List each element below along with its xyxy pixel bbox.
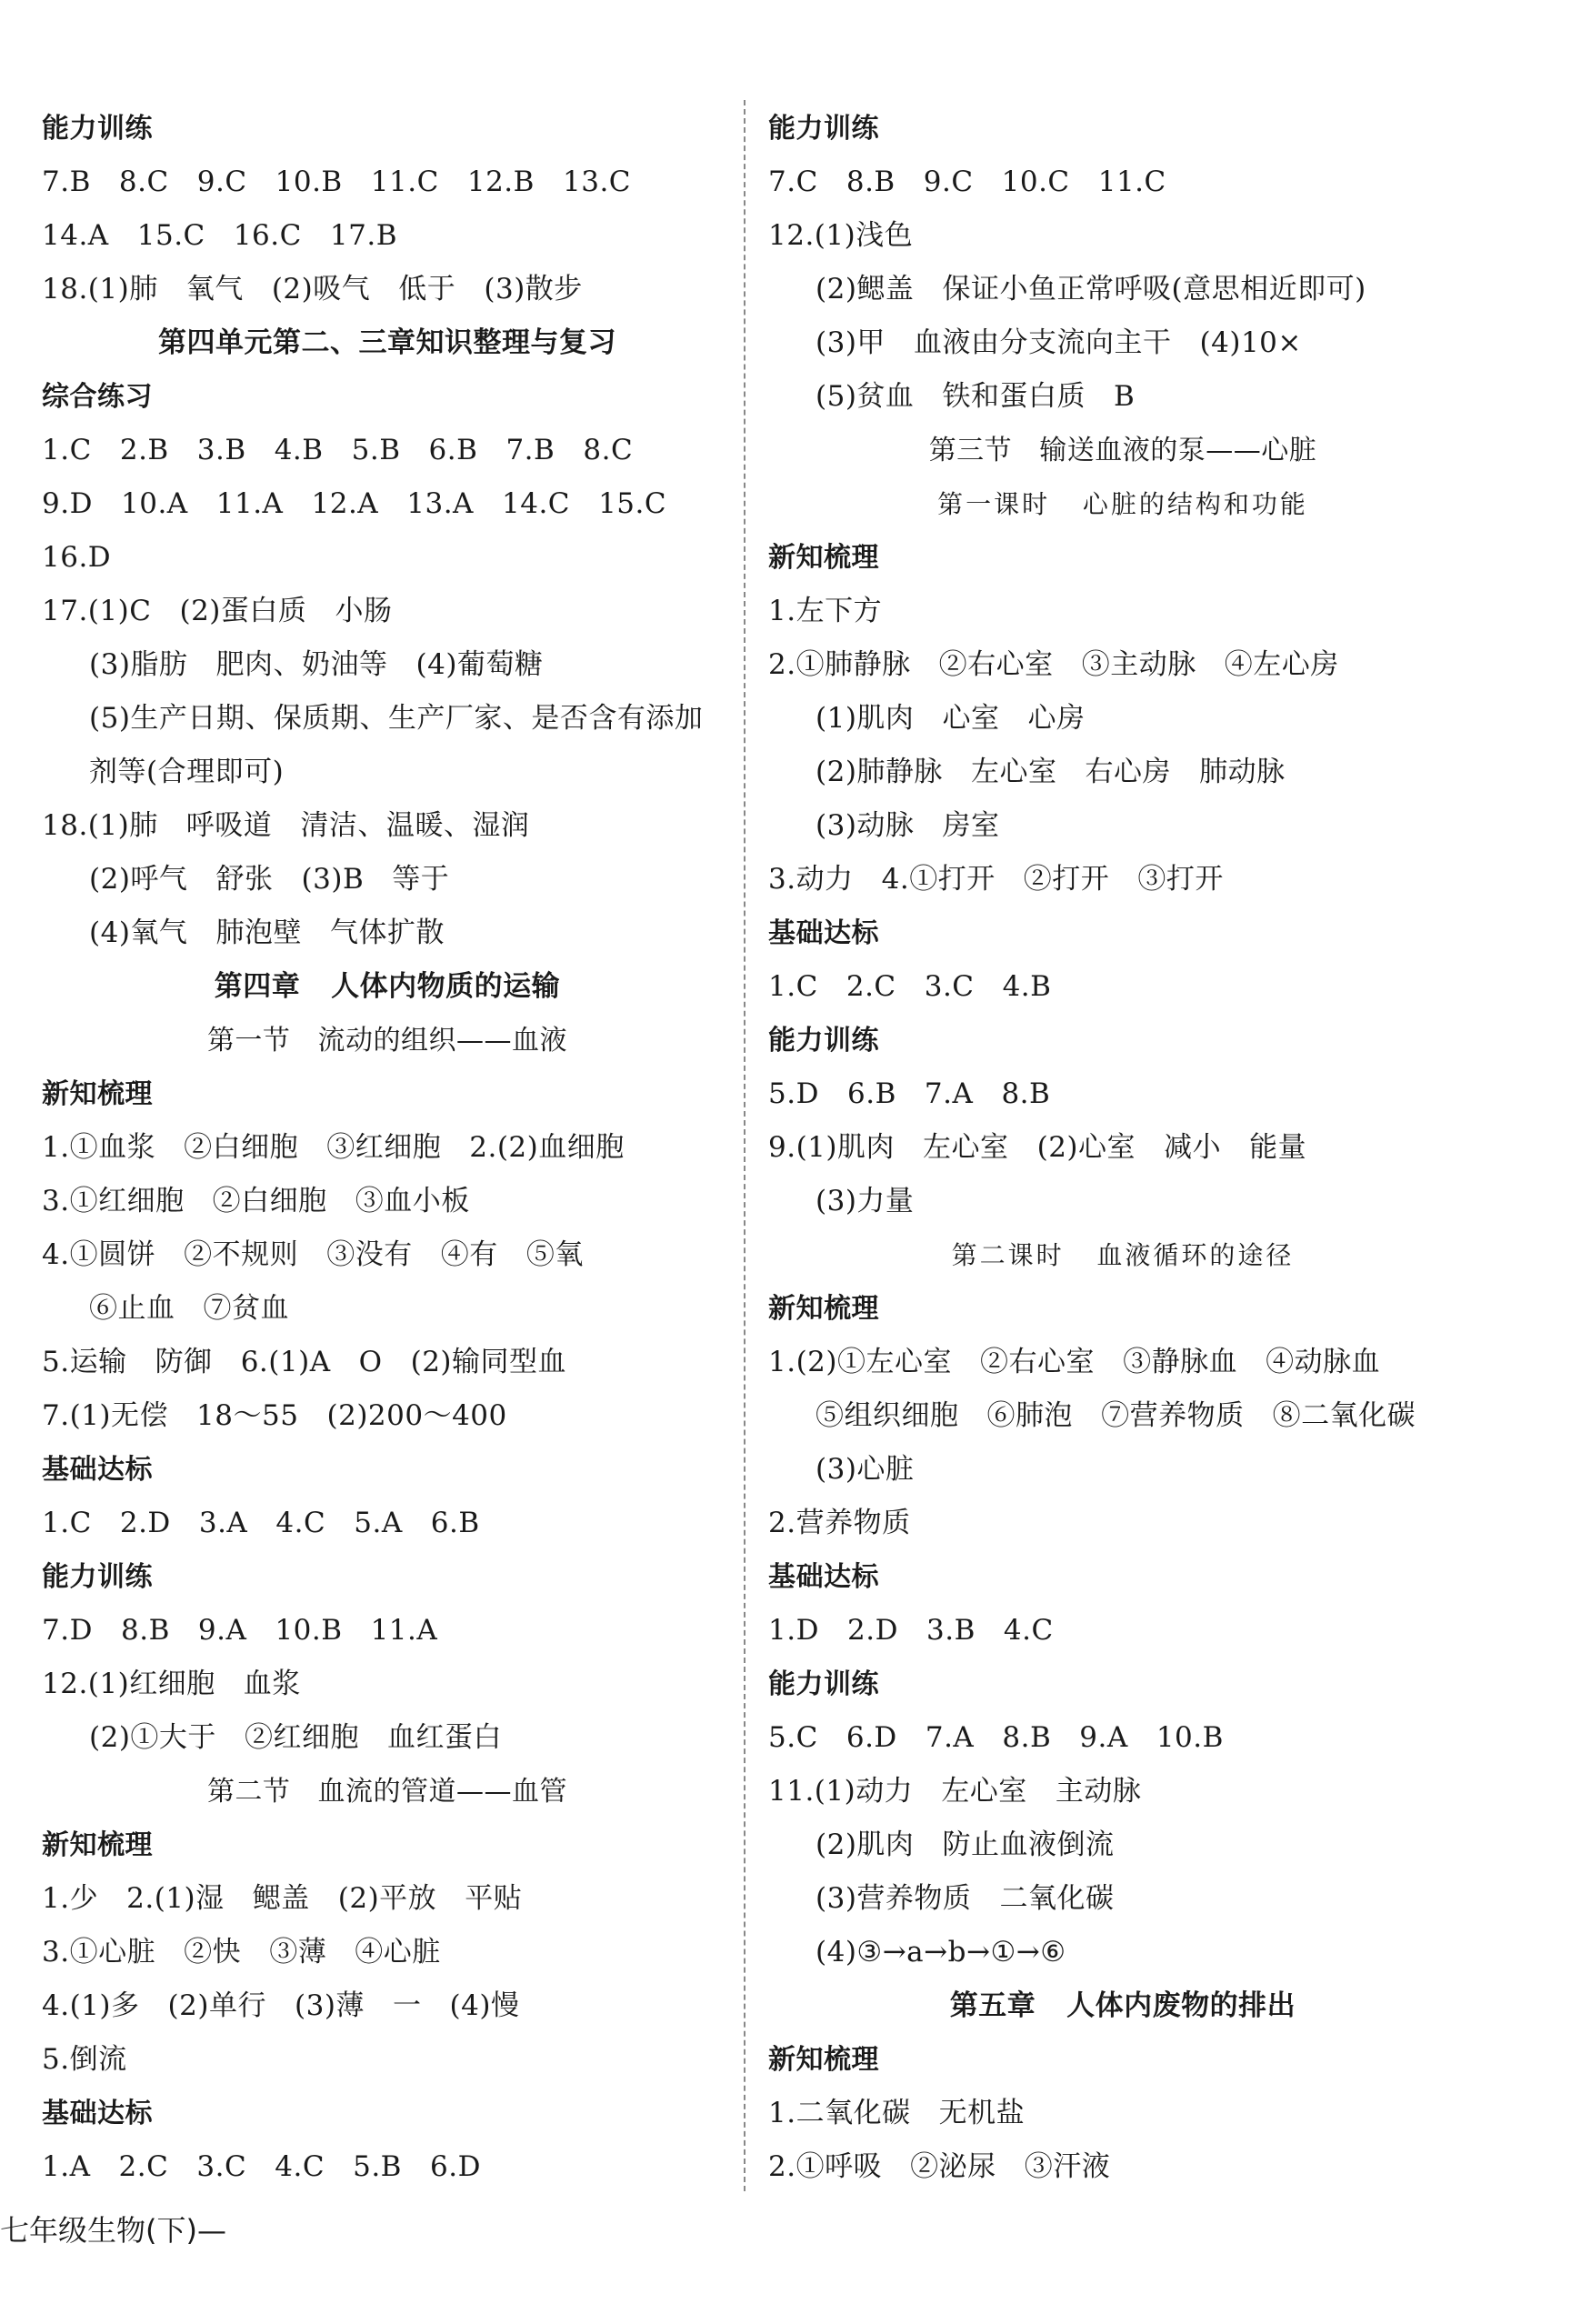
section-heading: 基础达标 (768, 1561, 879, 1593)
section-heading: 综合练习 (42, 381, 153, 413)
section-heading: 新知梳理 (768, 2044, 879, 2076)
answer-line: 5.C 6.D 7.A 8.B 9.A 10.B (768, 1721, 1224, 1754)
answer-line: 4.(1)多 (2)单行 (3)薄 一 (4)慢 (42, 1989, 520, 2022)
answer-line: 1.(2)①左心室 ②右心室 ③静脉血 ④动脉血 (768, 1346, 1381, 1378)
answer-line: 2.①呼吸 ②泌尿 ③汗液 (768, 2150, 1111, 2183)
answer-line: (3)营养物质 二氧化碳 (816, 1882, 1115, 1915)
section-heading: 能力训练 (42, 1561, 153, 1593)
lesson-title: 第二课时 血液循环的途径 (951, 1240, 1295, 1270)
answer-line: (3)动脉 房室 (816, 809, 1000, 842)
answer-line: 1.C 2.C 3.C 4.B (768, 970, 1052, 1003)
section-heading: 能力训练 (768, 1668, 879, 1700)
answer-line: (2)肺静脉 左心室 右心房 肺动脉 (816, 756, 1286, 788)
answer-line: (4)③→a→b→①→⑥ (816, 1936, 1066, 1968)
section-heading: 新知梳理 (42, 1829, 153, 1861)
section-heading: 能力训练 (768, 113, 879, 145)
answer-line: (1)肌肉 心室 心房 (816, 702, 1086, 735)
section-title: 第二节 血流的管道——血管 (206, 1776, 568, 1808)
answer-line: 7.D 8.B 9.A 10.B 11.A (42, 1614, 438, 1647)
answer-line: 2.营养物质 (768, 1507, 911, 1539)
section-heading: 新知梳理 (768, 1293, 879, 1325)
answer-line: 3.动力 4.①打开 ②打开 ③打开 (768, 863, 1224, 896)
answer-line: 4.①圆饼 ②不规则 ③没有 ④有 ⑤氧 (42, 1238, 584, 1271)
answer-line: 7.C 8.B 9.C 10.C 11.C (768, 165, 1166, 198)
answer-line: (4)氧气 肺泡壁 气体扩散 (89, 917, 445, 949)
answer-line: (3)甲 血液由分支流向主干 (4)10× (816, 326, 1302, 359)
answer-line: 1.少 2.(1)湿 鳃盖 (2)平放 平贴 (42, 1882, 523, 1915)
answer-line: 2.①肺静脉 ②右心室 ③主动脉 ④左心房 (768, 648, 1339, 681)
chapter-title: 第五章 人体内废物的排出 (949, 1989, 1296, 2022)
answer-line: 7.B 8.C 9.C 10.B 11.C 12.B 13.C (42, 165, 632, 198)
chapter-title: 第四章 人体内物质的运输 (214, 970, 561, 1003)
left-column (42, 102, 733, 2194)
section-heading: 基础达标 (42, 1454, 153, 1486)
answer-line: 18.(1)肺 呼吸道 清洁、温暖、湿润 (42, 809, 530, 842)
answer-line: 1.C 2.D 3.A 4.C 5.A 6.B (42, 1507, 480, 1539)
section-heading: 基础达标 (768, 917, 879, 949)
answer-line: 17.(1)C (2)蛋白质 小肠 (42, 595, 393, 627)
answer-line: 18.(1)肺 氧气 (2)吸气 低于 (3)散步 (42, 273, 583, 306)
answer-line: (5)贫血 铁和蛋白质 B (816, 380, 1136, 413)
answer-line: 1.二氧化碳 无机盐 (768, 2097, 1026, 2129)
answer-line: 1.左下方 (768, 595, 883, 627)
answer-line: 9.(1)肌肉 左心室 (2)心室 减小 能量 (768, 1131, 1307, 1164)
section-heading: 基础达标 (42, 2098, 153, 2129)
column-divider (744, 100, 745, 2191)
answer-line: 11.(1)动力 左心室 主动脉 (768, 1775, 1142, 1808)
answer-line: 5.倒流 (42, 2043, 127, 2076)
answer-line: 14.A 15.C 16.C 17.B (42, 219, 397, 252)
answer-line: 16.D (42, 541, 112, 574)
section-heading: 能力训练 (768, 1025, 879, 1057)
answer-line: 剂等(合理即可) (89, 756, 285, 788)
answer-line: 1.A 2.C 3.C 4.C 5.B 6.D (42, 2150, 481, 2183)
answer-line: 5.运输 防御 6.(1)A O (2)输同型血 (42, 1346, 567, 1378)
answer-line: 12.(1)红细胞 血浆 (42, 1668, 301, 1700)
answer-line: ⑥止血 ⑦贫血 (89, 1292, 290, 1325)
section-heading: 新知梳理 (42, 1078, 153, 1110)
answer-line: (3)脂肪 肥肉、奶油等 (4)葡萄糖 (89, 648, 544, 681)
answer-line: (2)①大于 ②红细胞 血红蛋白 (89, 1721, 503, 1754)
answer-line: (5)生产日期、保质期、生产厂家、是否含有添加 (89, 702, 704, 735)
section-heading: 新知梳理 (768, 542, 879, 574)
answer-line: 1.①血浆 ②白细胞 ③红细胞 2.(2)血细胞 (42, 1131, 625, 1164)
answer-line: 5.D 6.B 7.A 8.B (768, 1077, 1051, 1110)
lesson-title: 第一课时 心脏的结构和功能 (937, 489, 1308, 519)
chapter-title: 第四单元第二、三章知识整理与复习 (158, 326, 616, 359)
answer-line: ⑤组织细胞 ⑥肺泡 ⑦营养物质 ⑧二氧化碳 (816, 1399, 1416, 1432)
answer-line: 3.①红细胞 ②白细胞 ③血小板 (42, 1185, 470, 1217)
answer-line: (2)肌肉 防止血液倒流 (816, 1828, 1115, 1861)
answer-line: 1.C 2.B 3.B 4.B 5.B 6.B 7.B 8.C (42, 434, 634, 466)
section-title: 第三节 输送血液的泵——心脏 (928, 435, 1317, 466)
answer-line: (3)力量 (816, 1185, 915, 1217)
answer-line: (2)呼气 舒张 (3)B 等于 (89, 863, 450, 896)
section-heading: 能力训练 (42, 113, 153, 145)
page-footer: 七年级生物(下)— (0, 2213, 226, 2248)
answer-line: 7.(1)无偿 18～55 (2)200～400 (42, 1399, 507, 1432)
answer-line: 12.(1)浅色 (768, 219, 914, 252)
answer-line: (2)鳃盖 保证小鱼正常呼吸(意思相近即可) (816, 273, 1366, 306)
answer-line: 3.①心脏 ②快 ③薄 ④心脏 (42, 1936, 441, 1968)
answer-line: (3)心脏 (816, 1453, 915, 1486)
answer-line: 1.D 2.D 3.B 4.C (768, 1614, 1054, 1647)
right-column (768, 102, 1477, 2194)
section-title: 第一节 流动的组织——血液 (206, 1025, 568, 1057)
answer-line: 9.D 10.A 11.A 12.A 13.A 14.C 15.C (42, 487, 667, 520)
